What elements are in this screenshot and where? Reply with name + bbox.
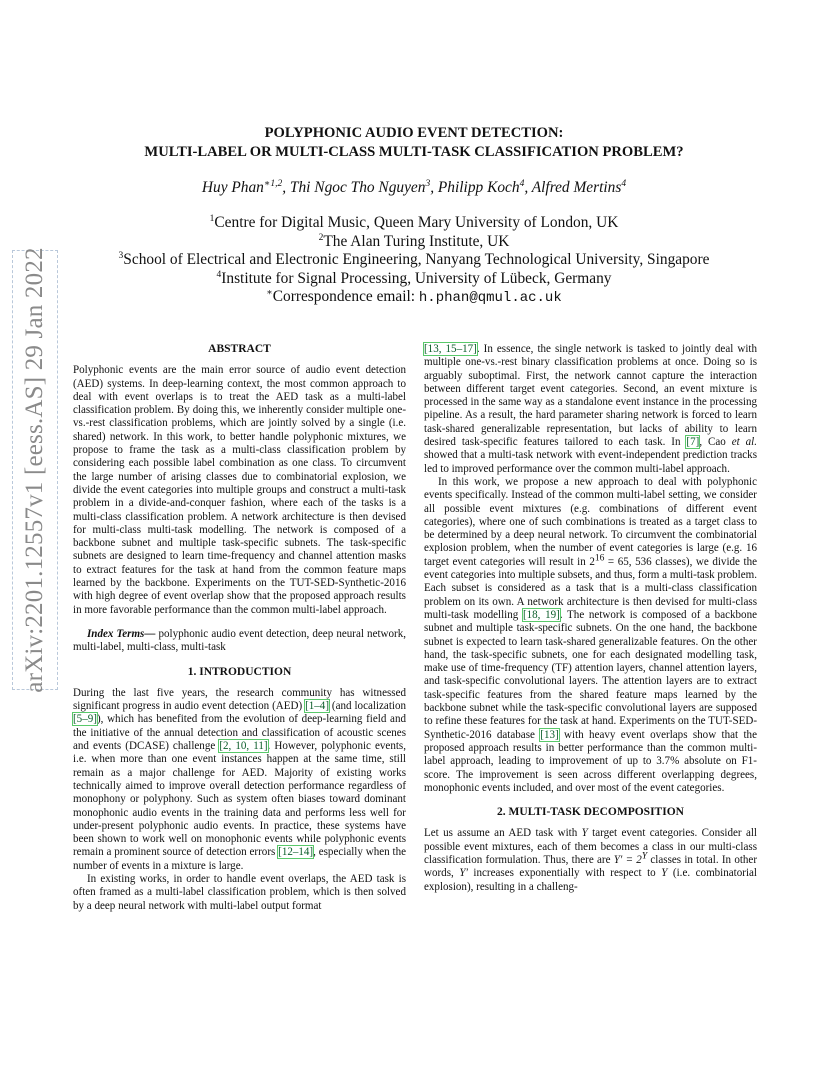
arxiv-stamp: [12, 247, 58, 693]
math-symbol: Y: [641, 851, 648, 862]
et-al: et al.: [731, 436, 757, 449]
introduction-heading: 1. INTRODUCTION: [187, 665, 292, 678]
author-list: Huy Phan$^{∗1,2}$, Thi Ngoc Tho Nguyen$^3$, Philipp Koch$^4$, Alfred Mertins$^4$: [201, 178, 627, 196]
author-affiliation-marker: 4: [621, 178, 627, 189]
affiliation-line: [80, 214, 748, 233]
author-name: Huy Phan: [201, 179, 264, 196]
section-text: target event categories. Consider all possible event mixtures, each of them becomes a class in our multi-class classification formulation. Thus, there are: [424, 827, 757, 866]
affiliation-line: [80, 270, 748, 289]
section-text: increases exponentially with respect to: [467, 867, 662, 880]
author-affiliation-marker: 4: [519, 178, 525, 189]
author-name: Philipp Koch: [437, 179, 520, 196]
intro-text: = 65, 536 classes), we divide the event categories into multiple subsets, and thus, form a multi-task problem. Each subset is considered as a task that is a multi-class classification problem on its own. A network architecture is then devised for multi-class multi-task modelling: [424, 555, 757, 621]
citation-link[interactable]: [13, 15–17]: [424, 343, 477, 355]
correspondence-marker: ∗: [266, 287, 273, 298]
section-text: classes in total. In other words,: [424, 853, 758, 880]
left-column: [73, 343, 406, 913]
intro-text: During the last five years, the research community has witnessed significant progress in audio event detection (AED): [73, 686, 406, 713]
math-symbol: Y′ = 2: [613, 853, 642, 866]
math-symbol: Y: [661, 867, 668, 880]
affiliation-line: [80, 233, 748, 252]
citation-link[interactable]: [18, 19]: [522, 608, 560, 621]
affiliation-text: The Alan Turing Institute, UK: [323, 232, 510, 250]
abstract-text: Polyphonic events are the main error source of audio event detection (AED) systems. In deep-learning context, the most common approach to deal with event overlaps is to treat the AED task as a multi-label classification problem. By doing this, we inherently consider multiple one-vs.-rest classification problems, which are jointly solved by a single (i.e. shared) network. In this work, to better handle polyphonic mixtures, we propose to frame the task as a multi-class classification problem by considering each possible label combination as one class. To circumvent the large number of arising classes due to combinatorial explosion, we divide the event categories into multiple groups and construct a multi-task problem in a divide-and-conquer fashion, where each of the tasks is a multi-class classification problem. A network architecture is then devised for multi-class multi-task modelling. The network is composed of a backbone subnet and multiple task-specific subnets. The task-specific subnets are designed to learn time-frequency and channel attention masks to extract features for the task at hand from the common feature maps learned by the backbone. Experiments on the TUT-SED-Synthetic-2016 with high degree of event overlap show that the proposed approach results in more favorable performance than the common multi-label approach.: [73, 364, 406, 616]
index-terms: [73, 628, 406, 655]
intro-text: , Cao: [699, 436, 732, 449]
right-column: [424, 343, 757, 894]
citation-link[interactable]: [12–14]: [278, 846, 314, 859]
intro-text: (and localization: [329, 700, 407, 713]
index-terms-label: Index Terms—: [87, 627, 156, 640]
intro-paragraph-2-continued: [424, 343, 757, 476]
affiliation-list: [80, 214, 748, 308]
exponent: 16: [594, 553, 605, 564]
author-name: Thi Ngoc Tho Nguyen: [289, 179, 426, 196]
affiliation-text: Centre for Digital Music, Queen Mary University of London, UK: [214, 214, 619, 231]
math-symbol: Y: [581, 827, 588, 840]
title-line-2: MULTI-LABEL OR MULTI-CLASS MULTI-TASK CLASSIFICATION PROBLEM?: [144, 144, 684, 160]
intro-paragraph-1: [73, 687, 406, 873]
section-2-heading: 2. MULTI-TASK DECOMPOSITION: [497, 806, 684, 819]
affiliation-marker: 1: [209, 213, 215, 224]
intro-text: . The network is composed of a backbone subnet and multiple task-specific subnets. On the one hand, the backbone subnet is expected to learn task-shared generalizable features. On the other hand, the task-specific subnets, one for each designated modelling task, make use of time-frequency (TF) attention layers, channel attention layers, and task-specific convolutional layers. The attention layers are to extract task-specific features from the shared feature maps learned by the backbone subnet while the task-specific convolutional layers are supposed to refine these features for the task at hand. Experiments on the TUT-SED-Synthetic-2016 database: [424, 608, 758, 741]
intro-paragraph-2: In existing works, in order to handle event overlaps, the AED task is often framed as a multi-label classification problem, which is then solved by a deep neural network with multi-label output format: [73, 872, 406, 912]
title-line-1: POLYPHONIC AUDIO EVENT DETECTION:: [264, 125, 564, 141]
author-affiliation-marker: ∗1,2: [263, 178, 283, 189]
affiliation-marker: 2: [318, 232, 324, 243]
abstract-heading: ABSTRACT: [208, 343, 271, 355]
citation-link[interactable]: [2, 10, 11]: [219, 740, 268, 753]
arxiv-identifier[interactable]: arXiv:2201.12557v1 [eess.AS] 29 Jan 2022: [21, 247, 48, 693]
author-affiliation-marker: 3: [425, 178, 431, 189]
intro-text: with heavy event overlaps show that the proposed approach results in better performance than the common multi-label approach, leading to improvement of up to 3.7% absolute on F1-score. The improvement is seen across different overlapping degrees, monophonic events included, and over most of the event categories.: [424, 728, 757, 794]
citation-link[interactable]: [13]: [540, 728, 559, 741]
intro-text: . In essence, the single network is tasked to jointly deal with multiple one-vs.-rest binary classification problems at once. Doing so is arguably suboptimal. First, the network cannot capture the interaction between different target event categories. Second, an event mixture is processed in the same way as a standalone event instance in the processing pipeline. As a result, the hard parameter sharing network is forced to learn task-shared generalizable representation, but lacks of ability to learn desired task-specific features tailored to each task. In: [424, 343, 757, 449]
intro-text: , especially when the number of events in a mixture is large.: [73, 846, 406, 872]
affiliation-text: Institute for Signal Processing, University of Lübeck, Germany: [221, 269, 612, 287]
intro-text: . However, polyphonic events, i.e. when more than one event instances happen at the same time, still remain as a major challenge for AED. Majority of existing works technically aimed to improve overall detection performance regardless of monophony or polyphony. Such as system often biases toward dominant monophonic audio events in the training data and performs less well for under-present polyphonic audio events. In practice, these systems have been shown to work well on monophonic events while polyphonic events remain a prominent source of detection errors: [73, 740, 406, 859]
intro-text: ), which has benefited from the evolution of deep-learning field and the initiative of the annual detection and classification of acoustic scenes and events (DCASE) challenge: [73, 713, 406, 753]
affiliation-text: School of Electrical and Electronic Engineering, Nanyang Technological University, Singapore: [123, 251, 710, 268]
intro-text: showed that a multi-task network with event-independent prediction tracks led to improved performance over the common multi-label approach.: [424, 449, 757, 475]
section-text: (i.e. combinatorial explosion), resulting in a challeng-: [424, 867, 757, 893]
author-name: Alfred Mertins: [531, 179, 622, 196]
intro-text: In this work, we propose a new approach to deal with polyphonic events specifically. Instead of the common multi-label setting, we consider all possible event mixtures (e.g. combinations of different event categories), where one of such combinations is treated as a target class to be determined by a deep neural network. To circumvent the combinatorial explosion problem, when the number of event categories is large (e.g. 16 target event categories will result in 2: [424, 475, 757, 568]
index-terms-text: polyphonic audio event detection, deep neural network, multi-label, multi-class, multi-task: [73, 627, 407, 654]
citation-link[interactable]: [7]: [686, 436, 700, 449]
affiliation-marker: 4: [216, 269, 222, 280]
intro-paragraph-3: [424, 476, 757, 795]
paper-title: [80, 124, 748, 162]
citation-link[interactable]: [1–4]: [305, 700, 330, 713]
correspondence-label: Correspondence email:: [272, 288, 419, 305]
affiliation-line: [80, 251, 748, 270]
section-2-paragraph: [424, 827, 757, 893]
section-text: Let us assume an AED task with: [424, 827, 582, 840]
citation-link[interactable]: [5–9]: [73, 713, 97, 726]
correspondence-line: [80, 288, 748, 308]
affiliation-marker: 3: [118, 250, 124, 261]
math-symbol: Y′: [459, 867, 468, 880]
correspondence-email[interactable]: h.phan@qmul.ac.uk: [418, 290, 562, 306]
